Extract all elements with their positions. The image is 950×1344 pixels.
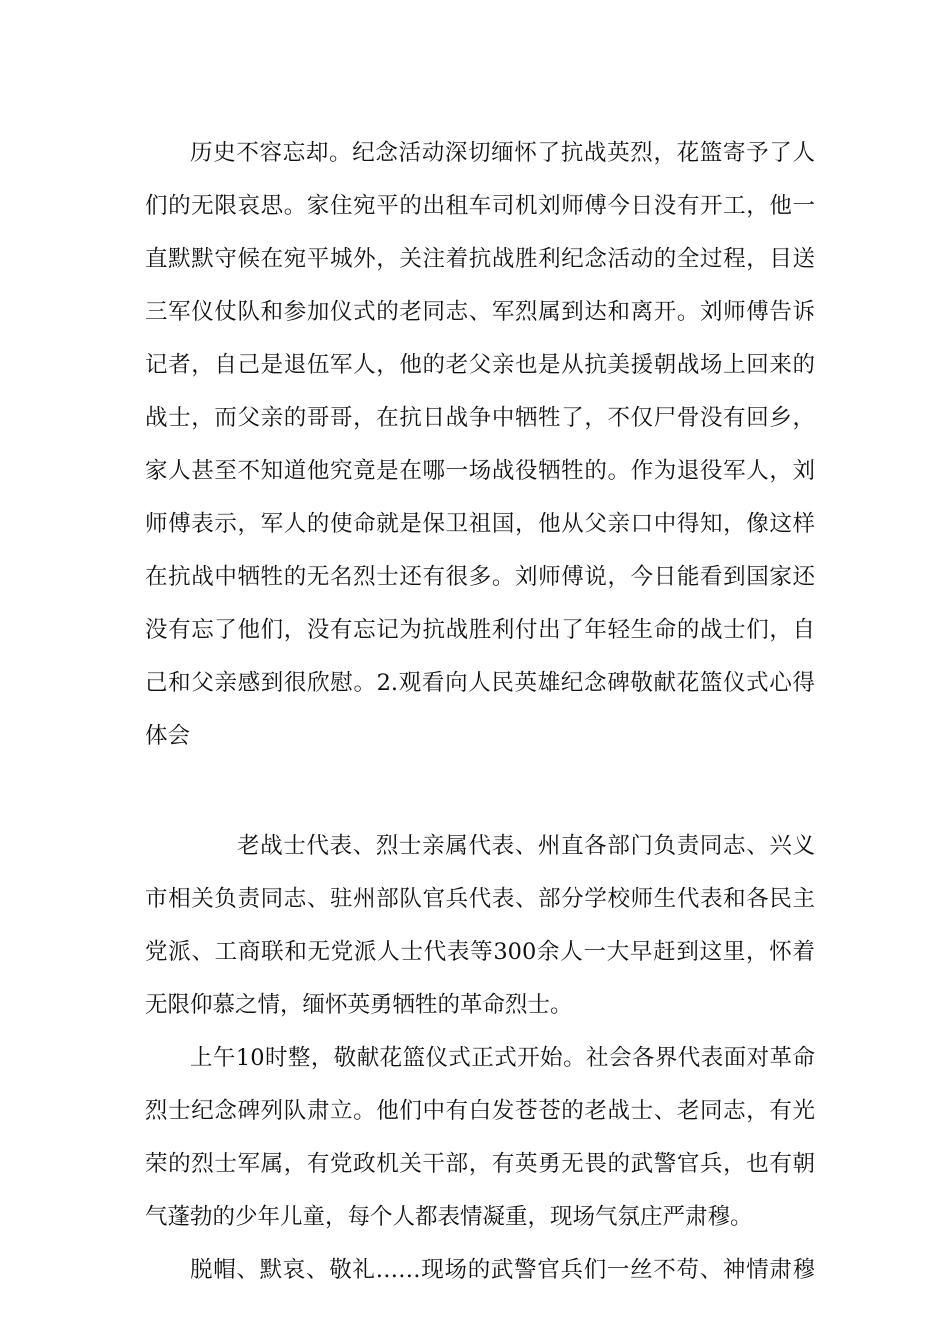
paragraph-1-line-3: 直默默守候在宛平城外，关注着抗战胜利纪念活动的全过程，目送 — [145, 246, 815, 272]
paragraph-3-line-1: 上午10时整，敬献花篮仪式正式开始。社会各界代表面对革命 — [190, 1045, 815, 1071]
paragraph-1-line-4: 三军仪仗队和参加仪式的老同志、军烈属到达和离开。刘师傅告诉 — [145, 299, 815, 325]
paragraph-1-line-7: 家人甚至不知道他究竟是在哪一场战役牺牲的。作为退役军人，刘 — [145, 458, 815, 484]
paragraph-1-line-1: 历史不容忘却。纪念活动深切缅怀了抗战英烈，花篮寄予了人 — [190, 140, 815, 166]
paragraph-1-line-2: 们的无限哀思。家住宛平的出租车司机刘师傅今日没有开工，他一 — [145, 193, 815, 219]
paragraph-4-line-1: 脱帽、默哀、敬礼……现场的武警官兵们一丝不苟、神情肃穆 — [190, 1257, 815, 1283]
paragraph-1-line-6: 战士，而父亲的哥哥，在抗日战争中牺牲了，不仅尸骨没有回乡， — [145, 405, 815, 431]
paragraph-3-line-2: 烈士纪念碑列队肃立。他们中有白发苍苍的老战士、老同志，有光 — [145, 1098, 815, 1124]
paragraph-1-line-5: 记者，自己是退伍军人，他的老父亲也是从抗美援朝战场上回来的 — [145, 352, 815, 378]
paragraph-1-line-12: 体会 — [145, 723, 191, 749]
paragraph-2-line-1: 老战士代表、烈士亲属代表、州直各部门负责同志、兴义 — [237, 833, 815, 859]
paragraph-2-line-2: 市相关负责同志、驻州部队官兵代表、部分学校师生代表和各民主 — [145, 886, 815, 912]
paragraph-2-line-4: 无限仰慕之情，缅怀英勇牺牲的革命烈士。 — [145, 992, 573, 1018]
paragraph-3-line-3: 荣的烈士军属，有党政机关干部，有英勇无畏的武警官兵，也有朝 — [145, 1151, 815, 1177]
paragraph-1-line-10: 没有忘了他们，没有忘记为抗战胜利付出了年轻生命的战士们，自 — [145, 617, 815, 643]
paragraph-1-line-8: 师傅表示，军人的使命就是保卫祖国，他从父亲口中得知，像这样 — [145, 511, 815, 537]
paragraph-3-line-4: 气蓬勃的少年儿童，每个人都表情凝重，现场气氛庄严肃穆。 — [145, 1204, 753, 1230]
paragraph-1-line-9: 在抗战中牺牲的无名烈士还有很多。刘师傅说，今日能看到国家还 — [145, 564, 815, 590]
paragraph-1-line-11: 己和父亲感到很欣慰。2.观看向人民英雄纪念碑敬献花篮仪式心得 — [145, 670, 815, 696]
paragraph-2-line-3: 党派、工商联和无党派人士代表等300余人一大早赶到这里，怀着 — [145, 939, 815, 965]
